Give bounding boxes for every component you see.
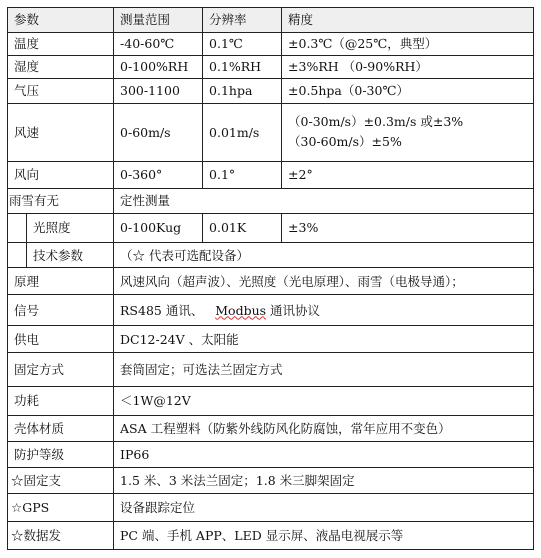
table-row: [8, 55, 534, 78]
param-cell: 供电: [8, 326, 114, 353]
header-row: [8, 8, 534, 33]
header-range: 测量范围: [114, 8, 203, 33]
table-row: [8, 78, 534, 103]
value-cell: 套筒固定；可选法兰固定方式: [114, 353, 534, 386]
range-cell: 0-100Kug: [114, 213, 203, 242]
param-cell: 湿度: [8, 55, 114, 78]
value-cell: ASA 工程塑料（防紫外线防风化防腐蚀，常年应用不变色）: [114, 415, 534, 441]
param-cell: ☆固定支: [8, 467, 114, 493]
param-cell: 技术参数: [27, 243, 114, 268]
accuracy-line-2: （30-60m/s）±5%: [288, 134, 402, 150]
value-cell: 定性测量: [114, 188, 534, 213]
wind-dir-row: [8, 161, 534, 188]
illuminance-row: [8, 213, 534, 242]
range-cell: -40-60℃: [114, 32, 203, 55]
value-cell: 1.5 米、3 米法兰固定；1.8 米三脚架固定: [114, 467, 534, 493]
table-row: [8, 521, 534, 549]
resolution-cell: 0.01m/s: [203, 103, 282, 161]
param-cell: 功耗: [8, 386, 114, 415]
range-cell: 0-60m/s: [114, 103, 203, 161]
range-cell: 300-1100: [114, 78, 203, 103]
table-row: [8, 493, 534, 521]
accuracy-cell: ±3%: [282, 213, 534, 242]
indent-cell: [8, 243, 27, 268]
indent-cell: [8, 213, 27, 242]
table-row: [8, 32, 534, 55]
accuracy-cell: ±2°: [282, 161, 534, 188]
param-cell: 信号: [8, 295, 114, 326]
table-row: [8, 267, 534, 294]
resolution-cell: 0.01K: [203, 213, 282, 242]
header-param: 参数: [8, 8, 114, 33]
signal-text-b: Modbus: [215, 302, 267, 318]
table-row: [8, 467, 534, 493]
param-cell: 气压: [8, 78, 114, 103]
table-row: [8, 386, 534, 415]
param-cell: 风速: [8, 103, 114, 161]
value-cell: [114, 295, 534, 326]
header-resolution: 分辨率: [203, 8, 282, 33]
table-row: [8, 441, 534, 467]
resolution-cell: 0.1hpa: [203, 78, 282, 103]
value-cell: PC 端、手机 APP、LED 显示屏、液晶电视展示等: [114, 521, 534, 549]
value-cell: （☆ 代表可选配设备）: [114, 243, 534, 268]
wind-speed-row: [8, 103, 534, 161]
table-row: [8, 295, 534, 326]
accuracy-cell: ±0.3℃（@25℃，典型）: [282, 32, 534, 55]
param-cell: ☆GPS: [8, 493, 114, 521]
accuracy-cell: [282, 103, 534, 161]
accuracy-line-1: （0-30m/s）±0.3m/s 或±3%: [288, 114, 464, 130]
range-cell: 0-100%RH: [114, 55, 203, 78]
accuracy-cell: ±3%RH （0-90%RH）: [282, 55, 534, 78]
table-row: [8, 415, 534, 441]
param-cell: 光照度: [27, 213, 114, 242]
param-cell: 风向: [8, 161, 114, 188]
header-accuracy: 精度: [282, 8, 534, 33]
accuracy-cell: ±0.5hpa（0-30℃）: [282, 78, 534, 103]
tech-header-row: [8, 243, 534, 268]
resolution-cell: 0.1℃: [203, 32, 282, 55]
signal-text-a: RS485 通讯、: [120, 302, 204, 318]
value-cell: IP66: [114, 441, 534, 467]
value-cell: 设备跟踪定位: [114, 493, 534, 521]
range-cell: 0-360°: [114, 161, 203, 188]
param-cell: 原理: [8, 267, 114, 294]
param-cell: 防护等级: [8, 441, 114, 467]
rain-snow-row: [8, 188, 534, 213]
spec-table: [7, 7, 534, 550]
table-row: [8, 326, 534, 353]
param-cell: 温度: [8, 32, 114, 55]
param-cell: ☆数据发: [8, 521, 114, 549]
value-cell: DC12-24V 、太阳能: [114, 326, 534, 353]
param-cell: 壳体材质: [8, 415, 114, 441]
signal-text-c: 通讯协议: [266, 302, 321, 318]
resolution-cell: 0.1°: [203, 161, 282, 188]
value-cell: ＜1W@12V: [114, 386, 534, 415]
value-cell: 风速风向（超声波）、光照度（光电原理）、雨雪（电极导通）；: [114, 267, 534, 294]
resolution-cell: 0.1%RH: [203, 55, 282, 78]
param-cell: 雨雪有无: [8, 188, 114, 213]
table-row: [8, 353, 534, 386]
param-cell: 固定方式: [8, 353, 114, 386]
